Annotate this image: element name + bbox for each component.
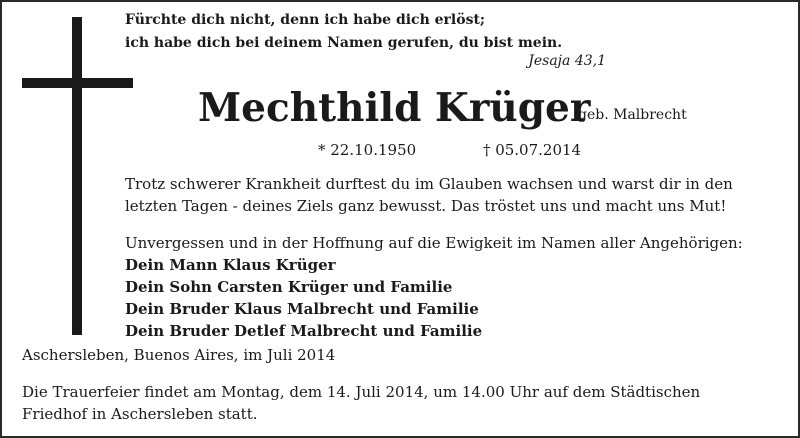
deceased-name: Mechthild Krüger [198,85,591,131]
funeral-line: Friedhof in Aschersleben statt. [22,405,258,423]
farewell-message [125,173,733,217]
life-dates [318,141,581,159]
message-line: letzten Tagen - deines Ziels ganz bewusst. Das tröstet uns und macht uns Mut! [125,197,727,215]
death-date: † 05.07.2014 [482,141,582,159]
funeral-line: Die Trauerfeier findet am Montag, dem 14. Juli 2014, um 14.00 Uhr auf dem Städtischen [22,383,701,401]
mourners-block [125,232,743,342]
mourner-name: Dein Mann Klaus Krüger [125,256,336,274]
verse-reference: Jesaja 43,1 [528,53,606,69]
verse-line: Fürchte dich nicht, denn ich habe dich erlöst; [125,12,486,28]
mourner-name: Dein Bruder Klaus Malbrecht und Familie [125,300,479,318]
mourners-intro: Unvergessen und in der Hoffnung auf die Ewigkeit im Namen aller Angehörigen: [125,234,743,252]
birth-date: * 22.10.1950 [318,141,417,159]
verse-line: ich habe dich bei deinem Namen gerufen, du bist mein. [125,35,563,51]
mourner-name: Dein Sohn Carsten Krüger und Familie [125,278,453,296]
cross-horizontal-bar [22,78,133,88]
place-date: Aschersleben, Buenos Aires, im Juli 2014 [22,346,336,364]
message-line: Trotz schwerer Krankheit durftest du im Glauben wachsen und warst dir in den [125,175,733,193]
bible-verse [125,9,562,55]
cross-vertical-bar [72,17,82,335]
born-name: geb. Malbrecht [578,107,687,123]
funeral-notice [22,381,700,425]
mourner-name: Dein Bruder Detlef Malbrecht und Familie [125,322,483,340]
